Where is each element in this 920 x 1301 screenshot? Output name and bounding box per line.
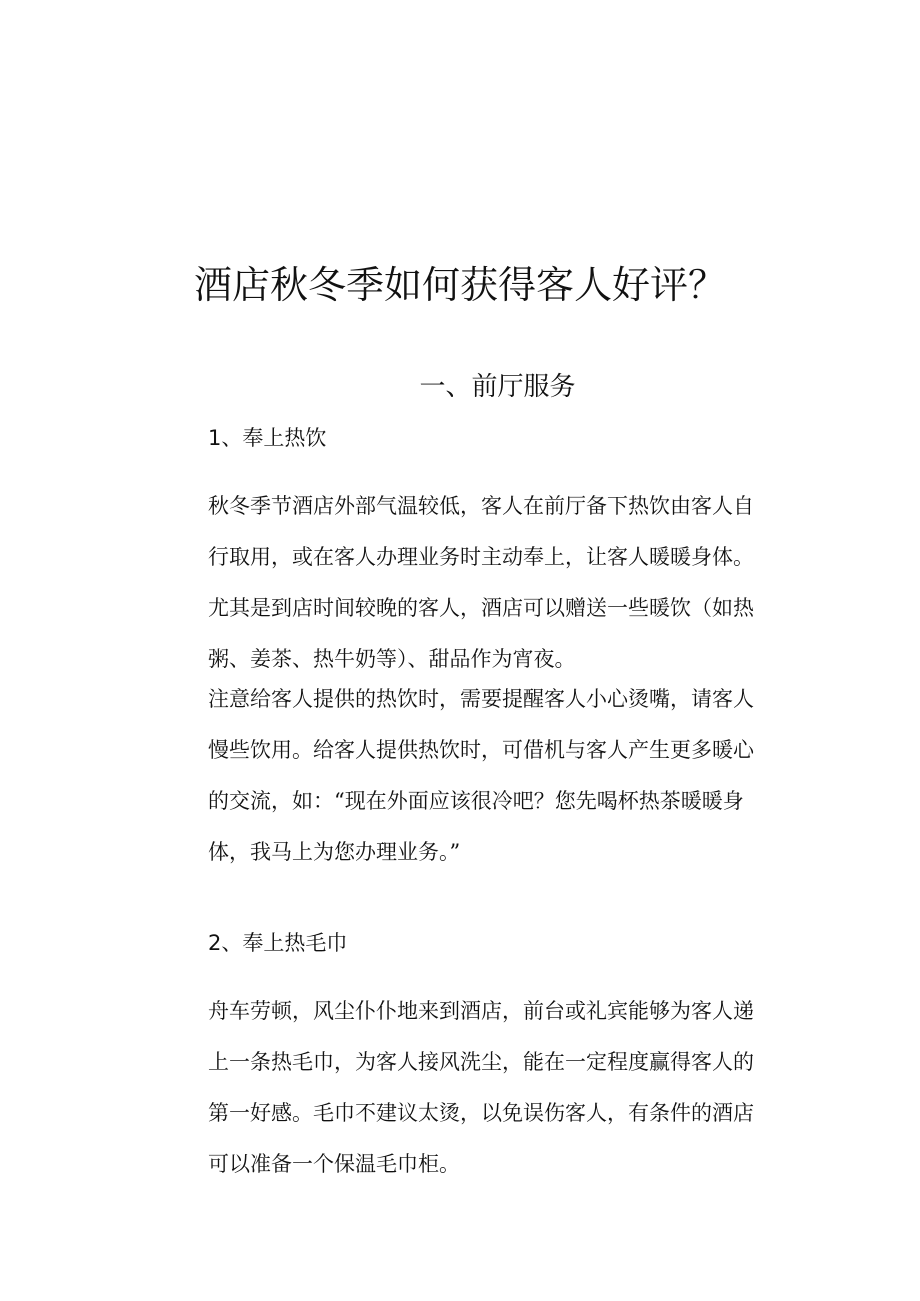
paragraph (208, 992, 774, 1183)
paragraph-line: 注意给客人提供的热饮时，需要提醒客人小心烫嘴，请客人 (208, 687, 754, 711)
section-heading: 一、前厅服务 (419, 372, 576, 402)
paragraph (208, 680, 774, 871)
item-heading-text: 、奉上热饮 (221, 426, 327, 450)
paragraph-line: 尤其是到店时间较晚的客人，酒店可以赠送一些暖饮（如热 (208, 596, 754, 620)
paragraph-line: 体，我马上为您办理业务。” (208, 840, 461, 864)
paragraph-line: 舟车劳顿，风尘仆仆地来到酒店，前台或礼宾能够为客人递 (208, 999, 754, 1023)
paragraph-line: 的交流，如：“现在外面应该很冷吧？您先喝杯热茶暖暖身 (208, 789, 744, 813)
item-number: 2 (208, 931, 222, 955)
paragraph-line: 慢些饮用。给客人提供热饮时，可借机与客人产生更多暖心 (208, 738, 754, 762)
document-title: 酒店秋冬季如何获得客人好评？ (193, 263, 726, 307)
paragraph-line: 第一好感。毛巾不建议太烫，以免误伤客人，有条件的酒店 (208, 1101, 754, 1125)
item-heading (208, 929, 347, 957)
paragraph-line: 秋冬季节酒店外部气温较低，客人在前厅备下热饮由客人自 (208, 494, 754, 518)
item-number: 1 (208, 426, 222, 450)
item-heading-text: 、奉上热毛巾 (221, 931, 348, 955)
paragraph-line: 可以准备一个保温毛巾柜。 (208, 1152, 460, 1176)
paragraph-line: 粥、姜茶、热牛奶等）、甜品作为宵夜。 (208, 647, 576, 671)
paragraph (208, 487, 774, 678)
paragraph-line: 行取用，或在客人办理业务时主动奉上，让客人暖暖身体。 (208, 545, 754, 569)
item-heading (208, 424, 326, 452)
paragraph-line: 上一条热毛巾，为客人接风洗尘，能在一定程度赢得客人的 (208, 1050, 754, 1074)
